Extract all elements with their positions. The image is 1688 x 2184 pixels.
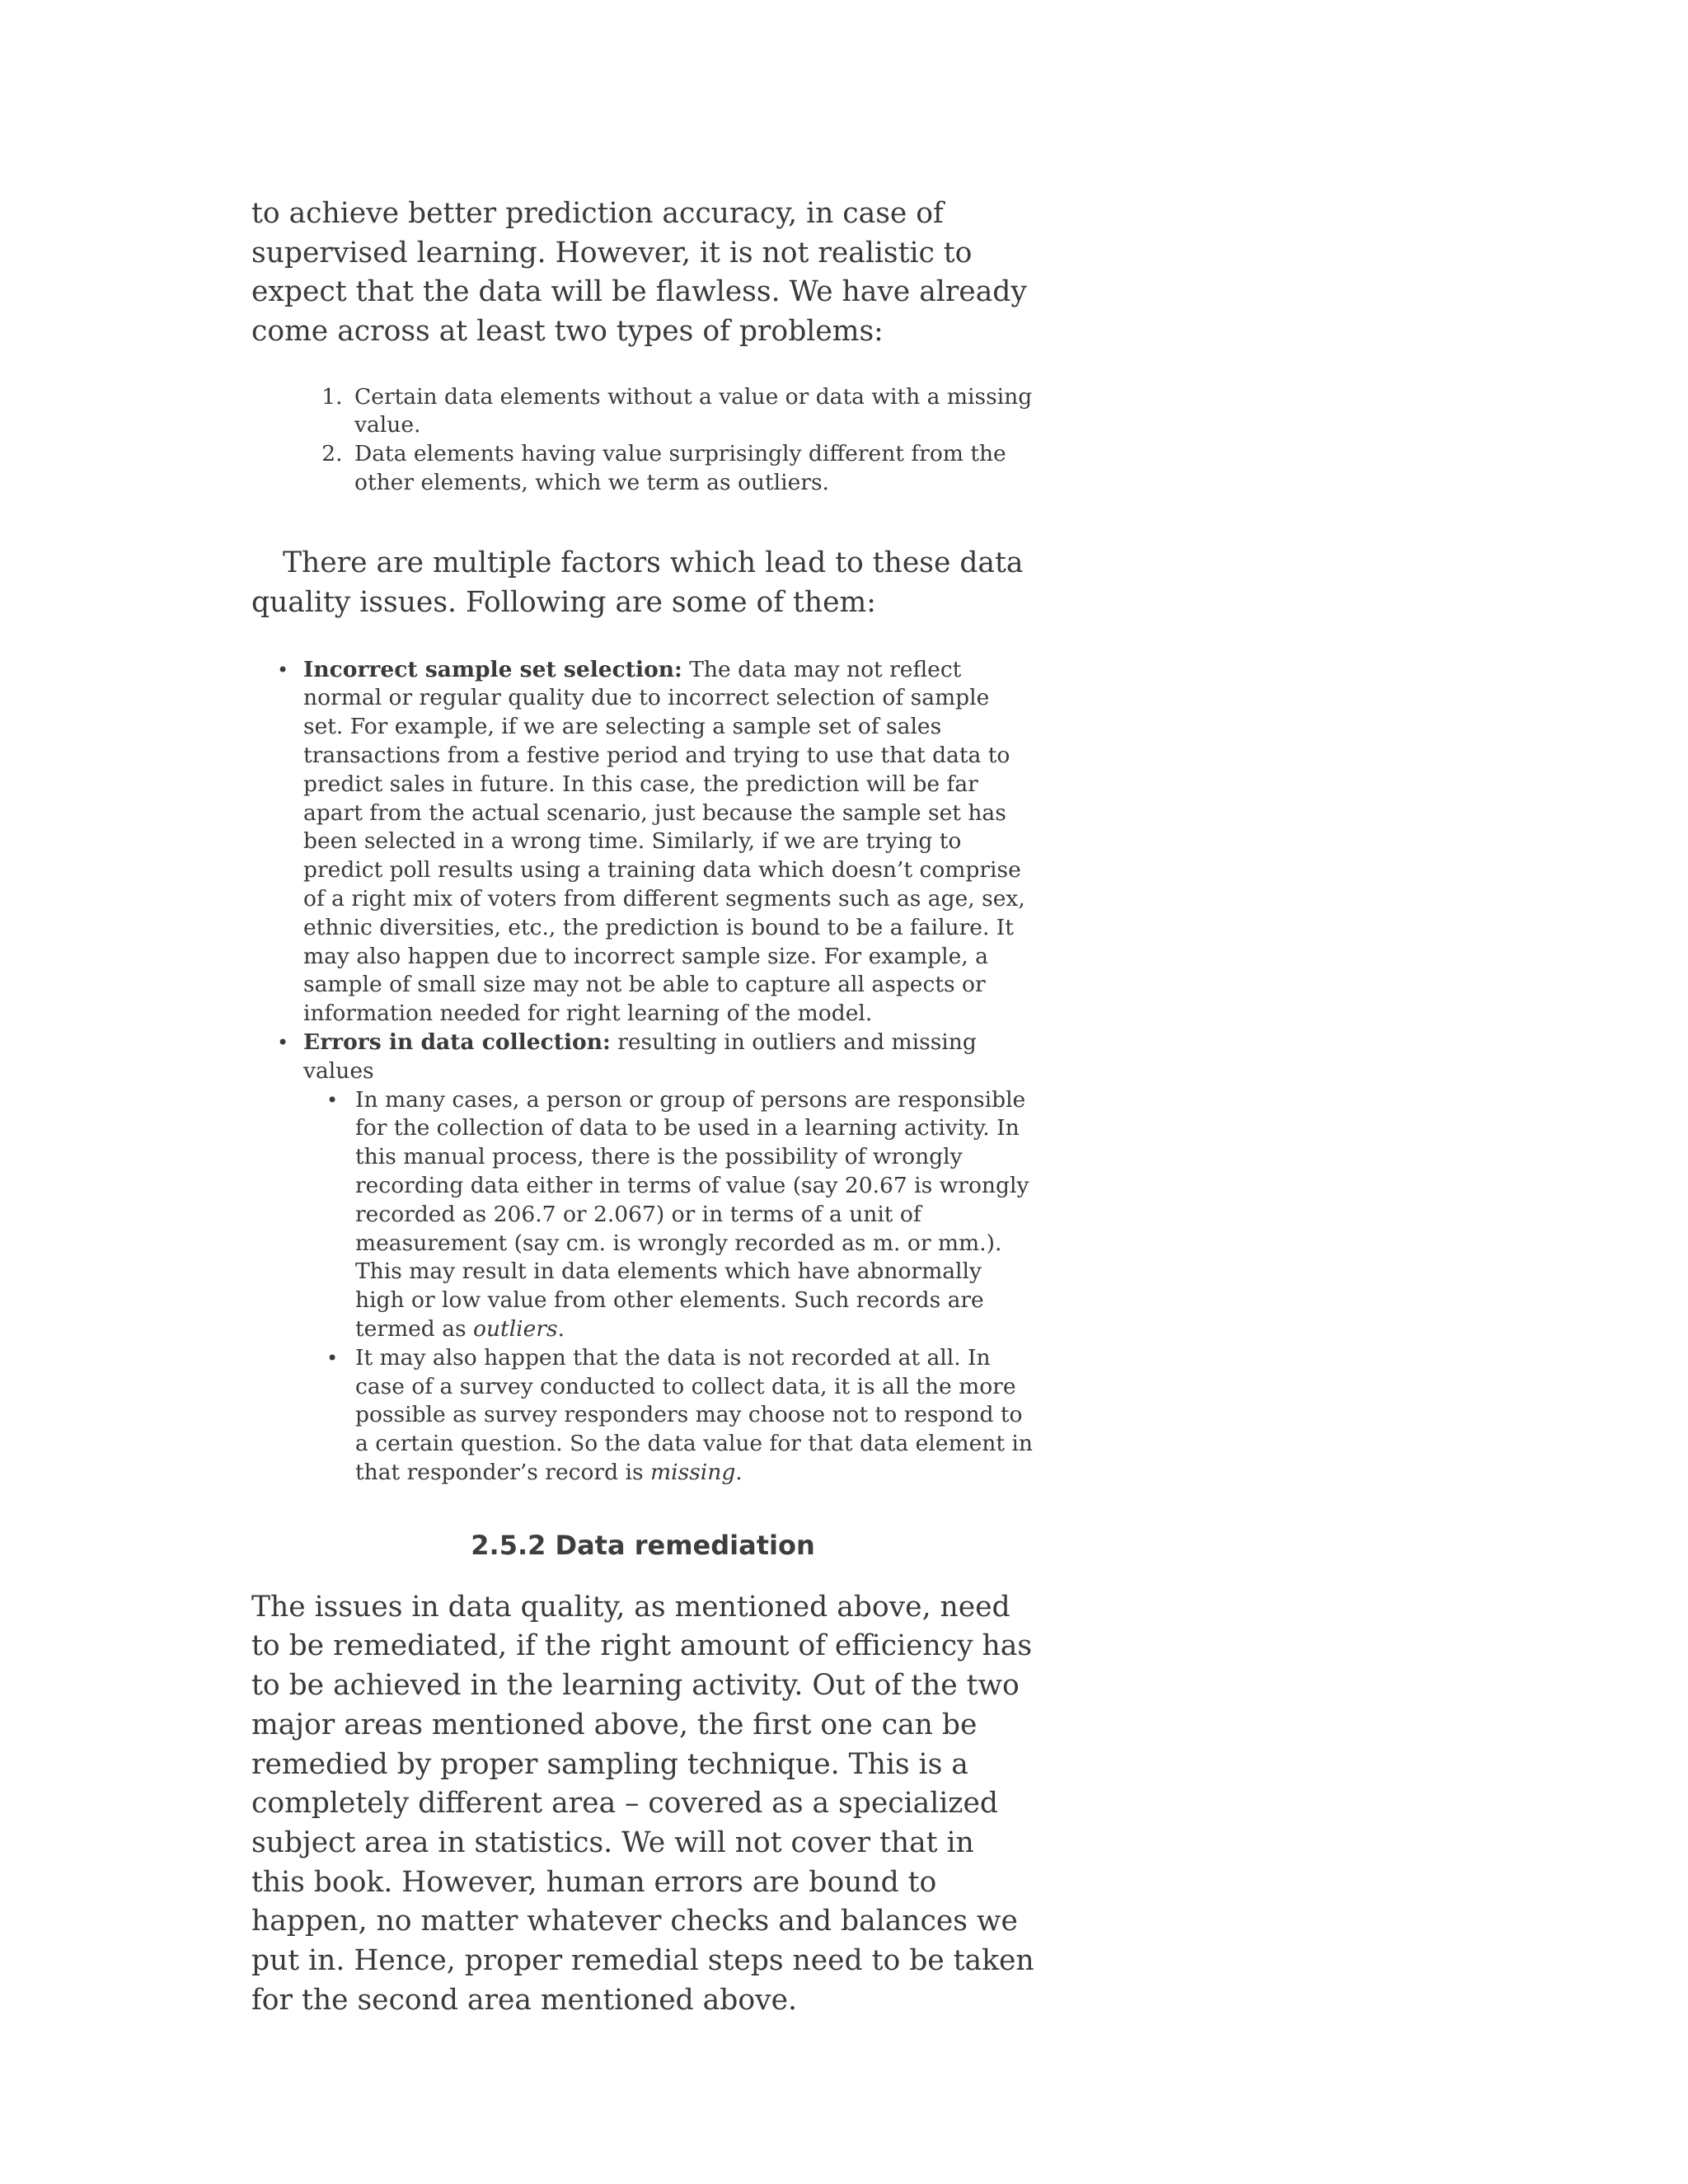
factor-title: Errors in data collection: bbox=[303, 1029, 611, 1055]
problem-list bbox=[251, 383, 1034, 497]
factors-intro-paragraph: There are multiple factors which lead to these data quality issues. Following are some of them: bbox=[251, 546, 1024, 619]
factor-title: Incorrect sample set selection: bbox=[303, 656, 682, 682]
sub-item-end: . bbox=[735, 1459, 743, 1485]
section-heading: 2.5.2 Data remediation bbox=[471, 1529, 815, 1561]
sub-item-text: In many cases, a person or group of persons are responsible for the collection of data to be used in a learning activity. In this manual process, there is the possibility of wrongly recording data either in terms of value (say 20.67 is wrongly recorded as 206.7 or 2.067) or in terms of a unit of measurement (say cm. is wrongly recorded as m. or mm.). This may result in data elements which have abnormally high or low value from other elements. Such records are termed as bbox=[355, 1086, 1029, 1342]
factors-list bbox=[251, 656, 1034, 1488]
sub-item-end: . bbox=[557, 1315, 565, 1342]
sub-item-emphasis: outliers bbox=[473, 1315, 558, 1342]
remediation-paragraph: The issues in data quality, as mentioned above, need to be remediated, if the right amount of efficiency has to be achieved in the learning activity. Out of the two major areas mentioned above, the first one can be remedied by proper sampling technique. This is a completely different area – covered as a specialized subject area in statistics. We will not cover that in this book. However, human errors are bound to happen, no matter whatever checks and balances we put in. Hence, proper remedial steps need to be taken for the second area mentioned above. bbox=[251, 1590, 1034, 2017]
data-collection-sublist bbox=[303, 1086, 1034, 1488]
factor-text: The data may not reflect normal or regular quality due to incorrect selection of sample set. For example, if we are selecting a sample set of sales transactions from a festive period and trying to use that data to predict sales in future. In this case, the prediction will be far apart from the actual scenario, just because the sample set has been selected in a wrong time. Similarly, if we are trying to predict poll results using a training data which doesn’t comprise of a right mix of voters from different segments such as age, sex, ethnic diversities, etc., the prediction is bound to be a failure. It may also happen due to incorrect sample size. For example, a sample of small size may not be able to capture all aspects or information needed for right learning of the model. bbox=[303, 656, 1025, 1027]
factor-text: resulting in outliers and missing values bbox=[303, 1029, 977, 1084]
sub-item-outliers bbox=[355, 1086, 1034, 1344]
factor-item-sample-selection bbox=[303, 656, 1034, 1029]
problem-item-missing: 1. Certain data elements without a value or data with a missing value. bbox=[349, 383, 1034, 440]
problem-item-outliers: 2. Data elements having value surprisingly different from the other elements, which we term as outliers. bbox=[349, 440, 1034, 497]
intro-paragraph: to achieve better prediction accuracy, in case of supervised learning. However, it is not realistic to expect that the data will be flawless. We have already come across at least two types of problems: bbox=[251, 197, 1027, 349]
factor-item-data-collection bbox=[303, 1029, 1034, 1488]
page-content bbox=[251, 194, 1034, 2020]
sub-item-emphasis: missing bbox=[649, 1459, 736, 1485]
sub-item-missing bbox=[355, 1344, 1034, 1488]
sub-item-text: It may also happen that the data is not recorded at all. In case of a survey conducted to collect data, it is all the more possible as survey responders may choose not to respond to a certain question. So the data value for that data element in that responder’s record is bbox=[355, 1344, 1033, 1485]
